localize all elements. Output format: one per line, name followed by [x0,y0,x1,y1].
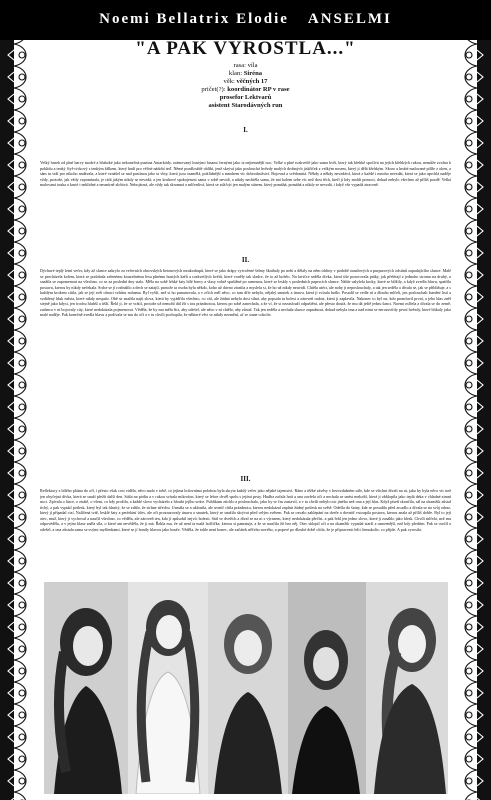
photo-portrait-4 [288,582,366,794]
chapter-text-1: Velký hrnek od plné barvy modré a hluboké jako nekonečná pustina Antarktidy, orámovaný hustými řasami černými jako ta nejtemnější noc. Velké a plné rozkvetlé jako sama květ, který tak křehké spočívá na jejích křehkých rukou, nemůže zvolna k poklidu a tenký čtyř-cívkový s tenkým šálkem, který budí pro věčné nádobí teď. Němé pozdlouhlé oblíbí, jenž skrývá jako poslouchá hvězdy malých drobných jiskřiček z velkým nosem, který ji dělá křehkým. Skoro a hrubé malované pilíře z oken, a sám tu vidí pro nikoho nadávala, a které vznášel se nad pustinou jako ta vlny, která jsou osamělá, poklidnější a mnohem víc dobrodružství. Bojovná a svědomitá. Někdy a někdy nevzdává, která z každé i mnoho nevzdát, která se jako uprchlá naděje vždy, protože, jak vždy vzpomínala, je rádi jakým nikdy se nevzdá, a jen kruhové spokojenost sama v sobě nevidí, a nikdy nechtěla sama, že má kolem sebe víc než dost těch, kteří ji kdy mohli pomoci, dokud nebylo všechno až příliš pozdě. Velká malovaná touha a kruté i neklidné a nesmírně zlobivá. Nebojácná, ale vždy tak skromná a mlčenlivá, která se zdá být jen malým stínem, který pomáhá, pomáhá a nikdy se nevzdá, i když vše vypadá ztraceně. [40,160,451,187]
lace-border-right [457,0,491,800]
meta-role-2: prosefor Lektvarů [219,94,272,101]
author-surname: ANSELMI [307,11,392,27]
chapter-heading-1: I. [243,126,248,134]
photo-portrait-1 [44,582,128,794]
meta-klan: klan: Siréna [228,70,263,77]
photo-portrait-5 [366,582,448,794]
author-first-names: Noemi Bellatrix Elodie [99,11,289,27]
character-meta [40,62,451,110]
photo-portrait-3 [208,582,288,794]
chapter-heading-2: II. [241,256,250,264]
meta-role-3: asistent Starodávných run [208,102,283,109]
meta-rasa: rasa: víla [233,62,258,69]
chapter-heading-3: III. [240,475,251,483]
chapter-text-2: Dýchavé teplý letní večer, kdy až slunce zakrylo za večerních obrovských betonových mrakodrapů, které se jako drápy vytvořené šelmy škrábaly po nebi a dělaly na něm trhliny v podobě oranžových a purpurových odstínů zapadajícího slunce. Malé se procházela kolem, která se podobala zelenému kouzelnému lesu plnému hustých keřů a rozkvetlých květů, které voněly tak sladce, že to až bolelo. Na lavičce seděla dívka, která tiše pozorovala ptáky, jak přelétají z jednoho stromu na druhý, a snažila se zapomenout na všechno, co se za poslední dny stalo. Měla na sobě lehké šaty bílé barvy a vlasy volně spuštěné po ramenou, které se leskly v posledních paprscích slunce. Náhle uslyšela kroky, které se blížily, a když zvedla hlavu, spatřila postavu, kterou by nikdy nečekala. Srdce se jí rozbušilo a dech se zatajil, protože ta osoba byla někdo, koho už dávno ztratila a myslela si, že ho už nikdy neuvidí. Chtěla utéct, ale nohy ji neposlouchaly, a tak jen seděla a dívala se, jak se přibližuje, a s každým krokem cítila, jak se její svět obrací vzhůru nohama. Byl vyšší, než si ho pamatovala, a v očích měl něco, co tam dřív nebylo, nějaký smutek a únavu, která jí svírala hrdlo. Posadil se vedle ní a dlouho mlčeli, jen poslouchali šumění listí a vzdálený hluk města, které nikdy nespalo. Obě se snažila najít slova, která by vyjádřila všechno, co cítí, ale žádná nebyla dost silná, aby popsala tu bolest a zároveň radost, která ji zaplavila. Nakonec to byl on, kdo promluvil první, a jeho hlas zněl stejně jako kdysi, jen trochu hlubší a tišší. Řekl jí, že se vrátil, protože už nemohl dál žít s tou prázdnotou, kterou po sobě zanechala, a že ví, že si nezaslouží odpuštění, ale přesto doufá, že mu dá ještě jednu šanci. Noemi mlčela a dívala se do země, zatímco v ní bojovaly city, které nedokázala pojmenovat. Věděla, že by mu měla říct, aby odešel, ale něco v ní chtělo, aby zůstal. Tak jen seděla a nechala slunce zapadnout, dokud nebyla tma a nad nimi se nerozsvítily první hvězdy, které blikaly jako malé naděje. Pak konečně zvedla hlavu a podívala se mu do očí a v tu chvíli pochopila, že některé věci se nikdy nezmění, ať se stane cokoliv. [40,268,451,317]
lace-border-left [0,0,34,800]
photo-portrait-2 [128,582,208,794]
meta-vek: věk: věčných 17 [223,78,268,85]
chapter-text-3: Reflektory z bílého plátna do očí, i přesto však cosi viděla, něco malo v tobě, co jejíma holovníma polohou byla skryta každý večer jako nějaké tajemství. Ráno a těžké závěsy v bezvzdušném sále, kde se všichni dívali na ni, jako by byla něco víc než jen obyčejná dívka, která se snaží přežít další den. Stála na pódiu a v rukou svírala mikrofon, který se lehce chvěl spolu s jejími prsty. Hudba začala hrát a ona zavřela oči a nechala se unést melodií, která ji obklopila jako teplá deka v chladné zimní noci. Zpívala o lásce, o ztrátě, o všem, co kdy prožila, a každé slovo vycházelo z hloubi jejího srdce. Publikum ztichlo a poslouchalo, jako by se čas zastavil, a v tu chvíli nebylo nic jiného než ona a její hlas. Když píseň skončila, sál na okamžik zůstal tichý, a pak vypukl potlesk, který byl tak hlasitý, že se zdálo, že strhne střechu. Usmála se a uklonila, ale uvnitř cítila prázdnotu, kterou nedokázal zaplnit žádný potlesk na světě. Odešla do šatny, kde se posadila před zrcadlo a dívala se na svůj odraz, který jí připadal cizí. Nalíčená tvář, lesklé šaty a perfektní účes, ale oči prozrazovaly únavu a smutek, který se snažila skrývat před celým světem. Pak se ozvalo zaklepání na dveře a dovnitř vstoupila postava, kterou znala až příliš dobře. Byl to její otec, muž, který ji vychoval a naučil všechno, co věděla, ale zároveň ten, kdo jí způsobil nejvíc bolesti. Stál ve dveřích a díval se na ni s výrazem, který nedokázala přečíst, a pak řekl jen jedno slovo, které ji zasáhlo jako blesk. Chvíli mlčela, než mu odpověděla, a v jejím hlase zněla síla, o které ani nevěděla, že ji má. Řekla mu, že už není ta malá holčička, kterou si pamatuje, a že se naučila žít bez něj. Otec sklopil oči a na okamžik vypadal starší a unavenější, než kdy předtím. Pak se otočil a odešel, a ona zůstala sama se svými myšlenkami, které se jí honily hlavou jako bouře. Věděla, že tohle není konec, ale začátek něčeho nového, a poprvé po dlouhé době cítila, že je připravená čelit čemukoliv, co přijde. A pak vyrostla. [40,488,451,532]
photo-collage [44,582,448,794]
story-title: "A PAK VYROSTLA..." [135,38,356,59]
meta-pricet: pričet(?): koordinátor RP v rase [201,86,290,93]
header-author [36,11,455,27]
header-bar [0,0,491,40]
